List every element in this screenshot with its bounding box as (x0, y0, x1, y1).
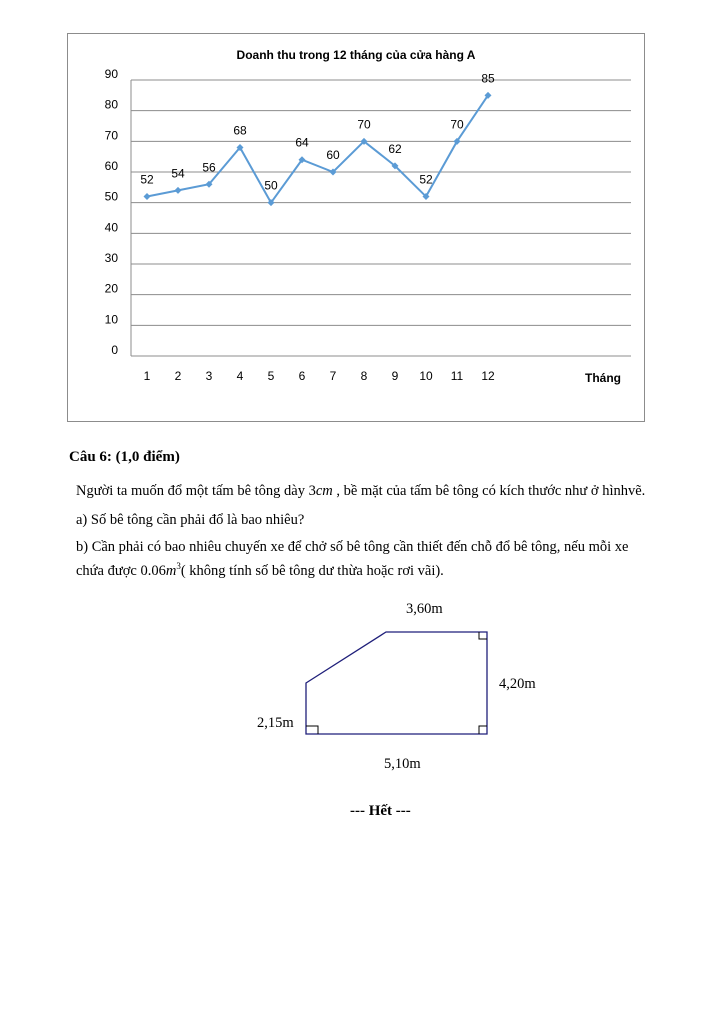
x-tick-label-1: 1 (143, 369, 151, 383)
question-part-b-2-unit: m (165, 562, 177, 579)
data-label-4: 68 (233, 123, 247, 138)
x-tick-label-5: 5 (267, 369, 275, 383)
y-tick-label-50: 50 (104, 189, 118, 204)
x-tick-label-8: 8 (360, 369, 368, 383)
x-axis-title: Tháng (585, 371, 621, 385)
data-label-9: 62 (388, 141, 402, 156)
x-tick-label-12: 12 (481, 369, 495, 383)
right-dimension-label: 4,20m (499, 676, 536, 692)
question-part-b-line-1: b) Cần phải có bao nhiêu chuyến xe để chở số bê tông cần thiết đến chỗ đổ bê tông, nếu mỗi xe (76, 539, 629, 555)
right-angle-top-right (479, 632, 487, 639)
end-marker: --- Hết --- (350, 803, 411, 819)
series-line (147, 95, 488, 202)
question-title: Câu 6: (1,0 điểm) (69, 449, 180, 465)
data-point-2 (175, 187, 182, 194)
x-tick-label-11: 11 (450, 369, 464, 383)
question-line-1 (76, 483, 645, 500)
right-angle-bottom-left (306, 726, 318, 734)
question-line-1-b: , bề mặt của tấm bê tông có kích thước như ở hìnhvẽ. (332, 483, 646, 499)
right-angle-bottom-right (479, 726, 487, 734)
data-label-10: 52 (419, 172, 433, 187)
top-dimension-label: 3,60m (406, 601, 443, 617)
y-tick-label-20: 20 (104, 281, 118, 296)
data-label-8: 70 (357, 117, 371, 132)
revenue-chart (67, 33, 645, 422)
data-point-1 (144, 193, 151, 200)
y-tick-label-70: 70 (104, 128, 118, 143)
y-tick-label-40: 40 (104, 220, 118, 235)
question-line-1-a: Người ta muốn đổ một tấm bê tông dày 3 (76, 483, 316, 499)
y-tick-label-60: 60 (104, 159, 118, 173)
data-label-3: 56 (202, 160, 216, 175)
question-part-b-2-exp: 3 (176, 561, 181, 571)
question-part-b-2a: chứa được 0.06 (76, 562, 166, 579)
concrete-slab-figure (250, 595, 570, 785)
y-tick-label-30: 30 (104, 251, 118, 265)
x-tick-label-7: 7 (329, 369, 337, 383)
data-label-12: 85 (481, 71, 495, 86)
slab-outline (306, 632, 487, 734)
data-label-11: 70 (450, 117, 464, 132)
question-part-b-2b: ( không tính số bê tông dư thừa hoặc rơi vãi). (180, 562, 444, 579)
y-tick-label-10: 10 (104, 312, 118, 327)
left-dimension-label: 2,15m (257, 715, 294, 731)
data-label-7: 60 (326, 148, 340, 162)
question-part-b-line-2 (76, 561, 444, 580)
data-label-5: 50 (264, 178, 278, 193)
y-tick-label-0: 0 (111, 343, 118, 357)
y-tick-label-80: 80 (104, 97, 118, 112)
x-tick-label-10: 10 (419, 369, 433, 383)
x-tick-label-6: 6 (298, 369, 306, 383)
line-chart-svg (68, 34, 644, 421)
data-label-1: 52 (140, 172, 154, 187)
y-tick-label-90: 90 (104, 67, 118, 81)
x-tick-label-9: 9 (391, 369, 399, 383)
bottom-dimension-label: 5,10m (384, 756, 421, 772)
question-part-a: a) Số bê tông cần phải đổ là bao nhiêu? (76, 512, 305, 528)
data-label-2: 54 (171, 166, 185, 181)
x-tick-label-3: 3 (205, 369, 213, 383)
chart-title: Doanh thu trong 12 tháng của cửa hàng A (236, 48, 476, 62)
data-label-6: 64 (295, 135, 309, 150)
x-tick-label-4: 4 (236, 369, 244, 383)
x-tick-label-2: 2 (174, 369, 182, 383)
question-line-1-unit: cm (315, 483, 333, 499)
